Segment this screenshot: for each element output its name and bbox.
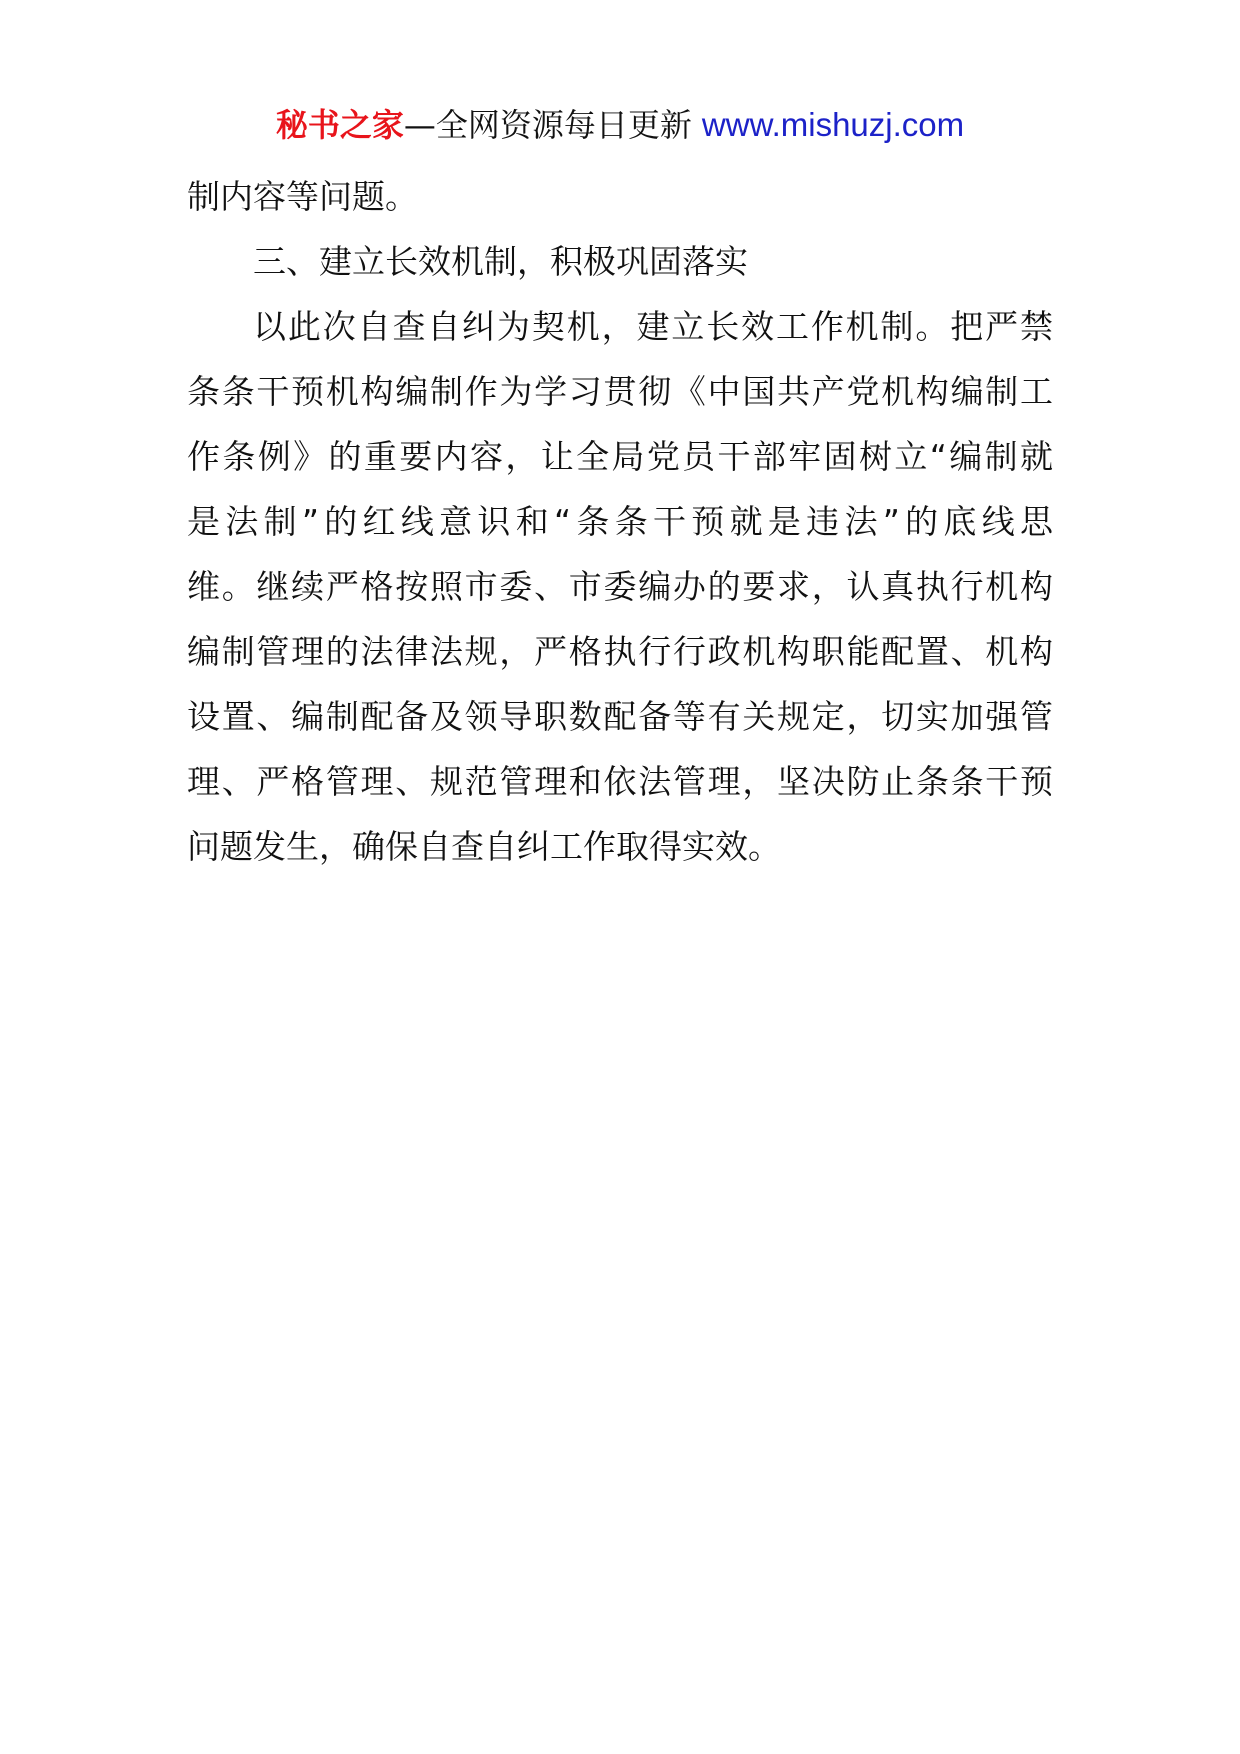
- brand-name: 秘书之家: [275, 106, 404, 144]
- site-url-link[interactable]: www.mishuzj.com: [701, 106, 965, 143]
- continued-line: 制内容等问题。: [187, 177, 418, 216]
- paragraph-line: 设置、编制配备及领导职数配备等有关规定，切实加强管: [187, 697, 1053, 736]
- paragraph-line: 是法制”的红线意识和“条条干预就是违法”的底线思: [187, 502, 1053, 541]
- paragraph-line: 条条干预机构编制作为学习贯彻《中国共产党机构编制工: [187, 372, 1053, 411]
- paragraph: [187, 294, 1053, 879]
- paragraph-line: 理、严格管理、规范管理和依法管理，坚决防止条条干预: [187, 762, 1053, 801]
- watermark-header: [0, 98, 1240, 152]
- section-heading: 三、建立长效机制，积极巩固落实: [253, 242, 748, 281]
- paragraph-line: 编制管理的法律法规，严格执行行政机构职能配置、机构: [187, 632, 1053, 671]
- header-slogan: —全网资源每日更新: [403, 106, 692, 144]
- paragraph-line: 作条例》的重要内容，让全局党员干部牢固树立“编制就: [187, 437, 1053, 476]
- document-body: [187, 164, 1053, 879]
- paragraph-line: 问题发生，确保自查自纠工作取得实效。: [187, 827, 781, 866]
- paragraph-line: 以此次自查自纠为契机，建立长效工作机制。把严禁: [253, 307, 1053, 346]
- paragraph-line: 维。继续严格按照市委、市委编办的要求，认真执行机构: [187, 567, 1053, 606]
